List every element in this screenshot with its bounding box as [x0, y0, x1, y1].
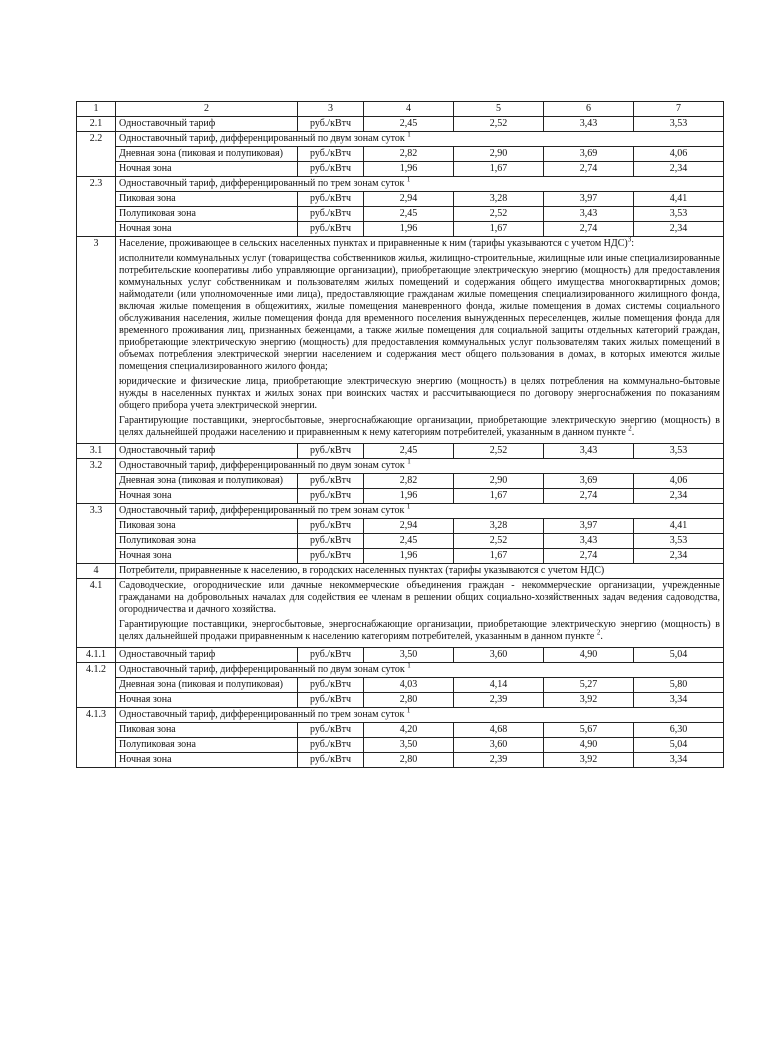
section-description	[116, 579, 724, 648]
value-cell: 1,96	[364, 222, 454, 237]
value-cell: 5,80	[634, 678, 724, 693]
value-cell: 2,82	[364, 147, 454, 162]
value-cell: 4,68	[454, 723, 544, 738]
footnote-mark: 1	[406, 706, 411, 715]
value-cell: 3,69	[544, 147, 634, 162]
value-cell: 2,52	[454, 207, 544, 222]
row-label: Ночная зона	[116, 753, 298, 768]
value-cell: 3,28	[454, 192, 544, 207]
row-label: Ночная зона	[116, 693, 298, 708]
value-cell: 5,04	[634, 738, 724, 753]
column-number: 2	[116, 102, 298, 117]
footnote-mark: 1	[407, 661, 411, 670]
unit-cell: руб./кВтч	[298, 723, 364, 738]
value-cell: 3,28	[454, 519, 544, 534]
value-cell: 3,34	[634, 693, 724, 708]
tariff-table	[76, 101, 724, 768]
value-cell: 3,69	[544, 474, 634, 489]
value-cell: 3,43	[544, 534, 634, 549]
value-cell: 2,74	[544, 162, 634, 177]
unit-cell: руб./кВтч	[298, 192, 364, 207]
value-cell: 3,43	[544, 444, 634, 459]
table-row	[77, 117, 724, 132]
unit-cell: руб./кВтч	[298, 648, 364, 663]
section-title-row	[77, 708, 724, 723]
value-cell: 4,14	[454, 678, 544, 693]
value-cell: 3,50	[364, 648, 454, 663]
footnote-mark: 2	[596, 628, 601, 637]
value-cell: 3,34	[634, 753, 724, 768]
table-row	[77, 678, 724, 693]
row-label: Ночная зона	[116, 489, 298, 504]
section-title-row	[77, 132, 724, 147]
value-cell: 2,74	[544, 549, 634, 564]
value-cell: 3,43	[544, 207, 634, 222]
section-title-row	[77, 663, 724, 678]
row-label: Полупиковая зона	[116, 534, 298, 549]
value-cell: 3,60	[454, 738, 544, 753]
value-cell: 2,52	[454, 444, 544, 459]
paragraph: Гарантирующие поставщики, энергосбытовые, энергоснабжающие организации, приобретающие электрическую энергию (мощность) в целях дальнейшей продажи приравненным к населению категориям потребителей, указанным в данном пункте $^2$.	[119, 619, 720, 642]
row-label: Полупиковая зона	[116, 738, 298, 753]
table-row	[77, 738, 724, 753]
row-number: 3.2	[77, 459, 116, 504]
column-number: 5	[454, 102, 544, 117]
row-label: Ночная зона	[116, 549, 298, 564]
value-cell: 1,67	[454, 549, 544, 564]
section-description-row	[77, 237, 724, 444]
value-cell: 5,67	[544, 723, 634, 738]
value-cell: 2,52	[454, 117, 544, 132]
value-cell: 2,34	[634, 162, 724, 177]
header-row	[77, 102, 724, 117]
value-cell: 1,67	[454, 162, 544, 177]
section-title: Одноставочный тариф, дифференцированный по двум зонам суток $^1$	[116, 459, 724, 474]
section-title: Одноставочный тариф, дифференцированный по трем зонам суток $^1$	[116, 708, 724, 723]
value-cell: 3,43	[544, 117, 634, 132]
value-cell: 3,53	[634, 117, 724, 132]
value-cell: 3,97	[544, 192, 634, 207]
value-cell: 2,34	[634, 549, 724, 564]
value-cell: 2,45	[364, 444, 454, 459]
value-cell: 2,45	[364, 534, 454, 549]
footnote-mark: 1	[406, 502, 411, 511]
table-row	[77, 648, 724, 663]
unit-cell: руб./кВтч	[298, 207, 364, 222]
unit-cell: руб./кВтч	[298, 117, 364, 132]
row-label: Полупиковая зона	[116, 207, 298, 222]
table-row	[77, 549, 724, 564]
column-number: 3	[298, 102, 364, 117]
section-description-row	[77, 579, 724, 648]
value-cell: 2,90	[454, 147, 544, 162]
value-cell: 3,92	[544, 693, 634, 708]
value-cell: 2,94	[364, 192, 454, 207]
row-label: Пиковая зона	[116, 519, 298, 534]
table-row	[77, 474, 724, 489]
row-label: Одноставочный тариф	[116, 444, 298, 459]
value-cell: 1,67	[454, 222, 544, 237]
table-row	[77, 534, 724, 549]
table-row	[77, 723, 724, 738]
section-title-row	[77, 564, 724, 579]
table-row	[77, 147, 724, 162]
row-number: 2.1	[77, 117, 116, 132]
row-number: 3	[77, 237, 116, 444]
section-title: Одноставочный тариф, дифференцированный по трем зонам суток $^1$	[116, 177, 724, 192]
footnote-mark: 1	[406, 175, 411, 184]
paragraph: Гарантирующие поставщики, энергосбытовые, энергоснабжающие организации, приобретающие электрическую энергию (мощность) в целях дальнейшей продажи населению и приравненным к нему категориям потребителей, указанным в данном пункте $^2$.	[119, 415, 720, 438]
row-label: Ночная зона	[116, 222, 298, 237]
value-cell: 3,92	[544, 753, 634, 768]
value-cell: 3,53	[634, 207, 724, 222]
column-number: 7	[634, 102, 724, 117]
value-cell: 2,34	[634, 222, 724, 237]
table-row	[77, 489, 724, 504]
table-row	[77, 444, 724, 459]
value-cell: 1,96	[364, 162, 454, 177]
unit-cell: руб./кВтч	[298, 147, 364, 162]
footnote-mark: 1	[407, 457, 411, 466]
row-label: Одноставочный тариф	[116, 117, 298, 132]
value-cell: 2,80	[364, 753, 454, 768]
value-cell: 6,30	[634, 723, 724, 738]
value-cell: 4,06	[634, 474, 724, 489]
value-cell: 2,52	[454, 534, 544, 549]
footnote-mark: 3	[627, 235, 632, 244]
section-title: Одноставочный тариф, дифференцированный по трем зонам суток $^1$	[116, 504, 724, 519]
table-row	[77, 192, 724, 207]
value-cell: 1,96	[364, 489, 454, 504]
row-number: 4.1.1	[77, 648, 116, 663]
row-label: Одноставочный тариф	[116, 648, 298, 663]
table-row	[77, 519, 724, 534]
value-cell: 2,45	[364, 117, 454, 132]
value-cell: 3,60	[454, 648, 544, 663]
row-label: Пиковая зона	[116, 723, 298, 738]
row-number: 3.3	[77, 504, 116, 564]
value-cell: 3,97	[544, 519, 634, 534]
value-cell: 2,80	[364, 693, 454, 708]
row-label: Пиковая зона	[116, 192, 298, 207]
value-cell: 4,90	[544, 738, 634, 753]
row-label: Дневная зона (пиковая и полупиковая)	[116, 678, 298, 693]
table-row	[77, 693, 724, 708]
unit-cell: руб./кВтч	[298, 162, 364, 177]
unit-cell: руб./кВтч	[298, 222, 364, 237]
value-cell: 1,67	[454, 489, 544, 504]
row-number: 4.1.3	[77, 708, 116, 768]
column-number: 6	[544, 102, 634, 117]
value-cell: 4,03	[364, 678, 454, 693]
footnote-mark: 2	[628, 424, 632, 433]
value-cell: 4,41	[634, 192, 724, 207]
value-cell: 3,53	[634, 534, 724, 549]
row-number: 2.2	[77, 132, 116, 177]
value-cell: 3,50	[364, 738, 454, 753]
table-row	[77, 207, 724, 222]
unit-cell: руб./кВтч	[298, 678, 364, 693]
row-label: Ночная зона	[116, 162, 298, 177]
unit-cell: руб./кВтч	[298, 753, 364, 768]
paragraph: Население, проживающее в сельских населенных пунктах и приравненные к ним (тарифы указываются с учетом НДС)$^3$:	[119, 235, 634, 249]
value-cell: 2,39	[454, 753, 544, 768]
row-label: Дневная зона (пиковая и полупиковая)	[116, 474, 298, 489]
section-title-row	[77, 459, 724, 474]
unit-cell: руб./кВтч	[298, 519, 364, 534]
section-title: Одноставочный тариф, дифференцированный по двум зонам суток $^1$	[116, 132, 724, 147]
column-number: 4	[364, 102, 454, 117]
unit-cell: руб./кВтч	[298, 444, 364, 459]
value-cell: 2,74	[544, 222, 634, 237]
table-row	[77, 222, 724, 237]
value-cell: 2,90	[454, 474, 544, 489]
paragraph: юридические и физические лица, приобретающие электрическую энергию (мощность) в целях потребления на коммунально-бытовые нужды в населенных пунктах и жилых зонах при воинских частях и рассчитывающиеся по договору энергоснабжения по показаниям общего прибора учета электрической энергии.	[119, 376, 720, 411]
unit-cell: руб./кВтч	[298, 549, 364, 564]
unit-cell: руб./кВтч	[298, 534, 364, 549]
unit-cell: руб./кВтч	[298, 738, 364, 753]
value-cell: 2,39	[454, 693, 544, 708]
column-number: 1	[77, 102, 116, 117]
row-number: 2.3	[77, 177, 116, 237]
unit-cell: руб./кВтч	[298, 693, 364, 708]
row-number: 4	[77, 564, 116, 579]
section-title-row	[77, 504, 724, 519]
value-cell: 1,96	[364, 549, 454, 564]
row-label: Дневная зона (пиковая и полупиковая)	[116, 147, 298, 162]
table-row	[77, 753, 724, 768]
paragraph: Садоводческие, огороднические или дачные некоммерческие объединения граждан - некоммерческие организации, учрежденные гражданами на добровольных началах для содействия ее членам в решении общих социально-хозяйственных задач ведения садоводства, огородничества и дачного хозяйства.	[119, 580, 720, 615]
unit-cell: руб./кВтч	[298, 489, 364, 504]
value-cell: 2,45	[364, 207, 454, 222]
value-cell: 4,06	[634, 147, 724, 162]
footnote-mark: 1	[407, 130, 411, 139]
paragraph: исполнители коммунальных услуг (товарищества собственников жилья, жилищно-строительные, жилищные или иные специализированные потребительские кооперативы либо управляющие организации), приобретающие электрическую энергию (мощность) для предоставления коммунальных услуг собственникам и пользователям жилых помещений и содержания общего имущества многоквартирных домов; наймодатели (или уполномоченные ими лица), предоставляющие гражданам жилые помещения специализированного жилищного фонда, включая жилые помещения в общежитиях, жилые помещения маневренного фонда, жилые помещения в домах системы социального обслуживания населения, жилые помещения фонда для временного поселения вынужденных переселенцев, жилые помещения фонда для временного проживания лиц, признанных беженцами, а также жилые помещения для социальной защиты отдельных категорий граждан, приобретающие электрическую энергию (мощность) для предоставления коммунальных услуг пользователям таких жилых помещений в объемах потребления электрической энергии населением и содержания мест общего пользования в домах, в которых имеются жилые помещения специализированного жилого фонда;	[119, 253, 720, 372]
value-cell: 5,27	[544, 678, 634, 693]
value-cell: 4,20	[364, 723, 454, 738]
value-cell: 2,94	[364, 519, 454, 534]
section-title: Потребители, приравненные к населению, в городских населенных пунктах (тарифы указываются с учетом НДС)	[116, 564, 724, 579]
section-description	[116, 237, 724, 444]
value-cell: 2,74	[544, 489, 634, 504]
table-row	[77, 162, 724, 177]
value-cell: 2,34	[634, 489, 724, 504]
value-cell: 4,41	[634, 519, 724, 534]
value-cell: 5,04	[634, 648, 724, 663]
row-number: 3.1	[77, 444, 116, 459]
row-number: 4.1	[77, 579, 116, 648]
row-number: 4.1.2	[77, 663, 116, 708]
section-title-row	[77, 177, 724, 192]
value-cell: 2,82	[364, 474, 454, 489]
value-cell: 3,53	[634, 444, 724, 459]
section-title: Одноставочный тариф, дифференцированный по двум зонам суток $^1$	[116, 663, 724, 678]
value-cell: 4,90	[544, 648, 634, 663]
unit-cell: руб./кВтч	[298, 474, 364, 489]
